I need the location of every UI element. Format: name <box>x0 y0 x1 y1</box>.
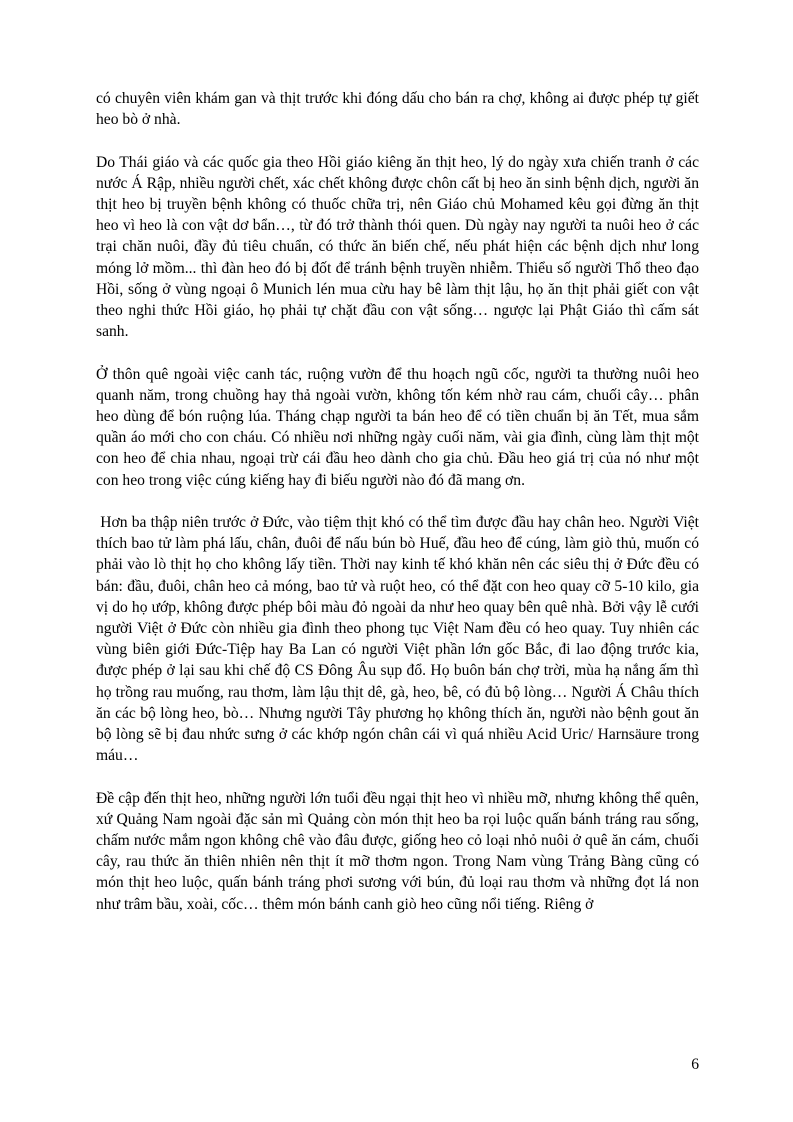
paragraph-1: có chuyên viên khám gan và thịt trước khi đóng dấu cho bán ra chợ, không ai được phép tự giết heo bò ở nhà. <box>96 90 699 129</box>
paragraph-4: Hơn ba thập niên trước ở Đức, vào tiệm thịt khó có thể tìm được đầu hay chân heo. Người Việt thích bao tử làm phá lấu, chân, đuôi để nấu bún bò Huế, đầu heo để cúng, làm giò thủ, muốn có phải vào lò thịt họ cho không lấy tiền. Thời nay kinh tế khó khăn nên các siêu thị ở Đức đều có bán: đầu, đuôi, chân heo cả móng, bao tử và ruột heo, có thể đặt con heo quay cỡ 5-10 kilo, gia vị do họ ướp, không được phép bôi màu đỏ ngoài da như heo quay bên quê nhà. Bởi vậy lễ cưới người Việt ở Đức còn nhiều gia đình theo phong tục Việt Nam đều có heo quay. Tuy nhiên các vùng biên giới Đức-Tiệp hay Ba Lan có người Việt phần lớn gốc Bắc, đi lao động trước kia, được phép ở lại sau khi chế độ CS Đông Âu sụp đổ. Họ buôn bán chợ trời, mùa hạ nắng ấm thì họ trồng rau muống, rau thơm, làm lậu thịt dê, gà, heo, bê, có đủ bộ lòng… Người Á Châu thích ăn các bộ lòng heo, bò… Nhưng người Tây phương họ không thích ăn, người nào bệnh gout ăn bộ lòng sẽ bị đau nhức sưng ở các khớp ngón chân cái vì quá nhiều Acid Uric/ Harnsäure trong máu… <box>96 514 703 765</box>
page-number: 6 <box>691 1056 699 1073</box>
paragraph-2: Do Thái giáo và các quốc gia theo Hồi giáo kiêng ăn thịt heo, lý do ngày xưa chiến tranh ở các nước Á Rập, nhiều người chết, xác chết không được chôn cất bị heo ăn sinh bệnh dịch, người ăn thịt heo bị truyền bệnh không có thuốc chữa trị, nên Giáo chủ Mohamed kêu gọi đừng ăn thịt heo vì heo là con vật dơ bẩn…, từ đó trở thành thói quen. Dù ngày nay người ta nuôi heo ở các trại chăn nuôi, đầy đủ tiêu chuẩn, có thức ăn biến chế, nếu phát hiện các bệnh dịch như long móng lở mồm... thì đàn heo đó bị đốt để tránh bệnh truyền nhiễm. Thiểu số người Thổ theo đạo Hồi, sống ở vùng ngoại ô Munich lén mua cừu hay bê làm thịt lậu, họ ăn thịt phải giết con vật theo nghi thức Hồi giáo, họ phải tự chặt đầu con vật sống… ngược lại Phật Giáo thì cấm sát sanh. <box>96 153 699 341</box>
paragraph-3: Ở thôn quê ngoài việc canh tác, ruộng vườn để thu hoạch ngũ cốc, người ta thường nuôi heo quanh năm, trong chuồng hay thả ngoài vườn, không tốn kém nhờ rau cám, chuối cây… phân heo dùng để bón ruộng lúa. Tháng chạp người ta bán heo để có tiền chuẩn bị ăn Tết, mua sắm quần áo mới cho con cháu. Có nhiều nơi những ngày cuối năm, vài gia đình, cùng làm thịt một con heo để chia nhau, ngoại trừ cái đầu heo dành cho gia chủ. Đầu heo giá trị của nó như một con heo trong việc cúng kiếng hay đi biếu người nào đó đã mang ơn. <box>96 365 699 489</box>
paragraph-5: Đề cập đến thịt heo, những người lớn tuổi đều ngại thịt heo vì nhiều mỡ, nhưng không thể quên, xứ Quảng Nam ngoài đặc sản mì Quảng còn món thịt heo ba rọi luộc quấn bánh tráng rau sống, chấm nước mắm ngon không chê vào đâu được, giống heo cỏ loại nhỏ nuôi ở quê ăn cám, chuối cây, rau thức ăn thiên nhiên nên thịt ít mỡ thơm ngon. Trong Nam vùng Trảng Bàng cũng có món thịt heo luộc, quấn bánh tráng phơi sương với bún, đủ loại rau thơm và những đọt lá non như trâm bầu, xoài, cốc… thêm món bánh canh giò heo cũng nổi tiếng. Riêng ở <box>96 789 699 913</box>
body-text <box>96 88 703 936</box>
